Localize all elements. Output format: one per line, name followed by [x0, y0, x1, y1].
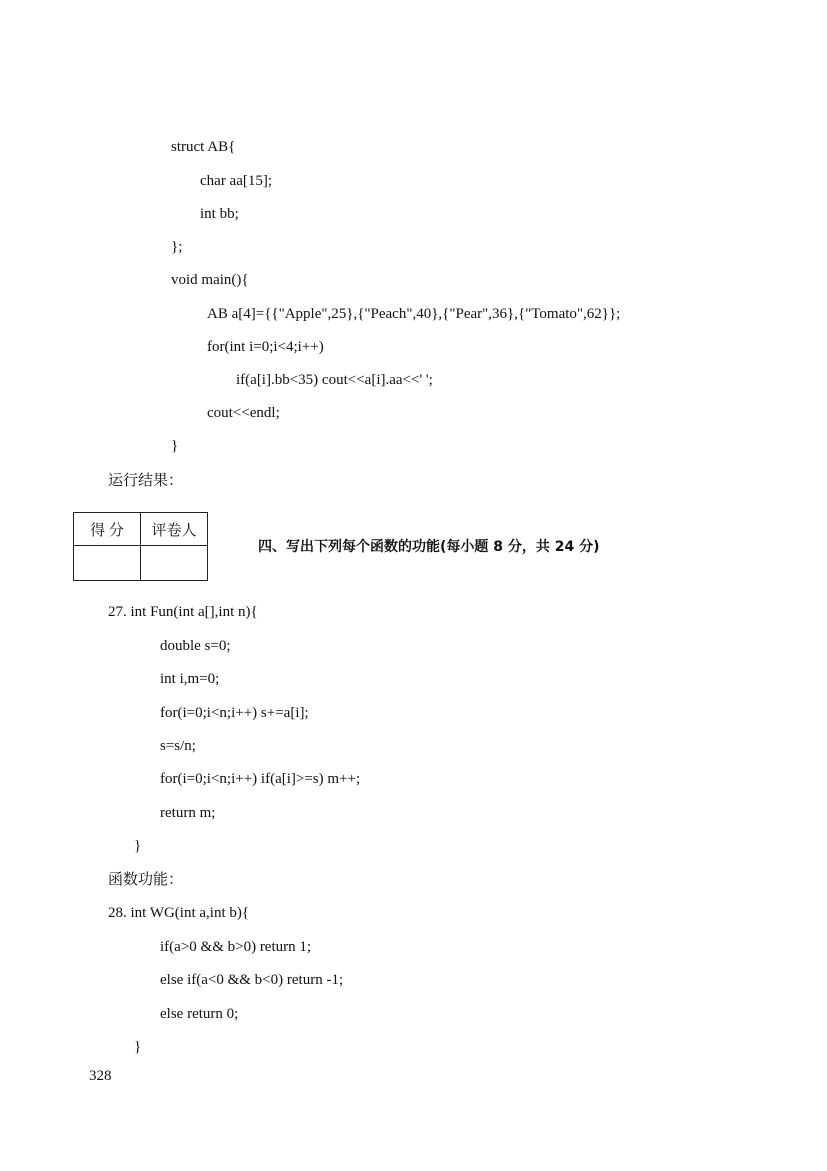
grader-label: 评卷人: [141, 513, 208, 546]
result-label: 运行结果：: [108, 473, 184, 489]
code-line: cout<<endl;: [207, 405, 280, 421]
code-line: 27. int Fun(int a[],int n){: [108, 604, 258, 620]
code-line: if(a>0 && b>0) return 1;: [160, 939, 312, 955]
code-line: }: [171, 438, 179, 454]
section-title: 四、写出下列每个函数的功能(每小题 8 分，共 24 分): [258, 539, 600, 555]
code-line: char aa[15];: [200, 173, 273, 189]
score-field[interactable]: [74, 546, 141, 581]
code-line: void main(){: [171, 272, 249, 288]
code-line: double s=0;: [160, 638, 231, 654]
code-line: for(i=0;i<n;i++) s+=a[i];: [160, 705, 309, 721]
score-label: 得 分: [74, 513, 141, 546]
code-line: return m;: [160, 805, 216, 821]
code-line: struct AB{: [171, 139, 236, 155]
code-line: int i,m=0;: [160, 671, 220, 687]
code-line: 28. int WG(int a,int b){: [108, 905, 250, 921]
function-label: 函数功能：: [108, 872, 184, 888]
code-line: s=s/n;: [160, 738, 196, 754]
code-line: }: [134, 838, 142, 854]
code-line: else return 0;: [160, 1006, 239, 1022]
code-line: };: [171, 239, 183, 255]
code-line: for(int i=0;i<4;i++): [207, 339, 324, 355]
code-line: if(a[i].bb<35) cout<<a[i].aa<<' ';: [236, 372, 433, 388]
grader-field[interactable]: [141, 546, 208, 581]
code-line: AB a[4]={{"Apple",25},{"Peach",40},{"Pear",36},{"Tomato",62}};: [207, 306, 621, 322]
code-line: else if(a<0 && b<0) return -1;: [160, 972, 344, 988]
code-line: for(i=0;i<n;i++) if(a[i]>=s) m++;: [160, 771, 361, 787]
code-line: }: [134, 1039, 142, 1055]
page-number: 328: [89, 1068, 112, 1084]
code-line: int bb;: [200, 206, 239, 222]
score-box: [73, 512, 208, 581]
